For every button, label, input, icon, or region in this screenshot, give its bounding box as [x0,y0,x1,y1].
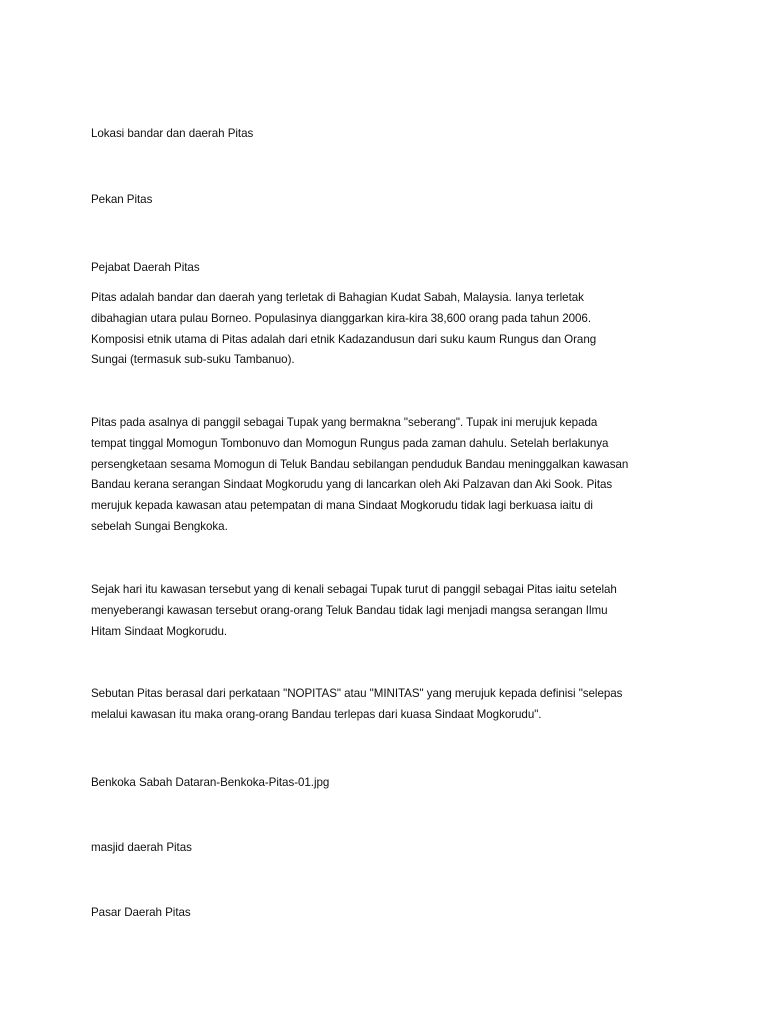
paragraph-naming [91,580,691,642]
paragraph-line: tempat tinggal Momogun Tombonuvo dan Momogun Rungus pada zaman dahulu. Setelah berlakunya [91,436,609,450]
caption-mosque: masjid daerah Pitas [91,841,192,854]
paragraph-line: merujuk kepada kawasan atau petempatan di mana Sindaat Mogkorudu tidak lagi berkuasa iaitu di [91,499,593,513]
caption-town: Pekan Pitas [91,193,153,206]
paragraph-line: Sungai (termasuk sub-suku Tambanuo). [91,353,295,367]
paragraph-line: Bandau kerana serangan Sindaat Mogkorudu yang di lancarkan oleh Aki Palzavan dan Aki Sook. Pitas [91,478,613,492]
caption-image-file: Benkoka Sabah Dataran-Benkoka-Pitas-01.jpg [91,776,330,789]
paragraph-line: Komposisi etnik utama di Pitas adalah dari etnik Kadazandusun dari suku kaum Rungus dan Orang [91,332,597,346]
paragraph-line: dibahagian utara pulau Borneo. Populasinya dianggarkan kira-kira 38,600 orang pada tahun 2006. [91,311,592,325]
paragraph-etymology [91,684,691,726]
paragraph-line: melalui kawasan itu maka orang-orang Bandau terlepas dari kuasa Sindaat Mogkorudu". [91,707,542,721]
paragraph-history [91,413,691,538]
paragraph-line: sebelah Sungai Bengkoka. [91,519,228,533]
paragraph-line: Sejak hari itu kawasan tersebut yang di kenali sebagai Tupak turut di panggil sebagai Pitas iaitu setelah [91,583,617,596]
caption-office: Pejabat Daerah Pitas [91,261,200,274]
paragraph-line: Pitas pada asalnya di panggil sebagai Tupak yang bermakna "seberang". Tupak ini merujuk kepada [91,416,598,429]
paragraph-line: menyeberangi kawasan tersebut orang-orang Teluk Bandau tidak lagi menjadi mangsa serangan Ilmu [91,603,608,617]
paragraph-intro [91,288,691,371]
caption-location: Lokasi bandar dan daerah Pitas [91,127,254,140]
paragraph-line: Sebutan Pitas berasal dari perkataan "NOPITAS" atau "MINITAS" yang merujuk kepada definisi "selepas [91,687,623,700]
caption-market: Pasar Daerah Pitas [91,906,191,919]
paragraph-line: persengketaan sesama Momogun di Teluk Bandau sebilangan penduduk Bandau meninggalkan kawasan [91,457,629,471]
paragraph-line: Pitas adalah bandar dan daerah yang terletak di Bahagian Kudat Sabah, Malaysia. Ianya terletak [91,291,584,304]
paragraph-line: Hitam Sindaat Mogkorudu. [91,624,228,638]
